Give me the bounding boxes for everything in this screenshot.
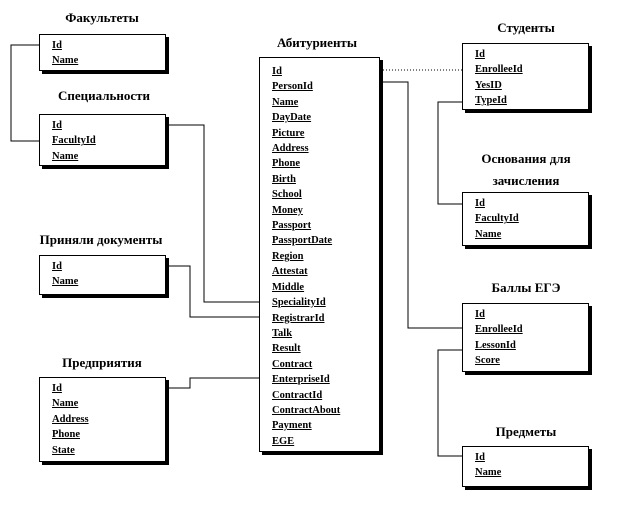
enterprises-table xyxy=(39,377,166,462)
enterprises-field-address: Address xyxy=(52,413,89,425)
faculties-field-name: Name xyxy=(52,55,79,67)
subjects-title: Предметы xyxy=(495,424,557,439)
applicants-field-personid: PersonId xyxy=(272,81,313,93)
applicants-field-region: Region xyxy=(272,250,304,262)
applicants-field-ege: EGE xyxy=(272,435,295,447)
students-field-typeid: TypeId xyxy=(475,95,507,107)
applicants-field-passport: Passport xyxy=(272,220,312,232)
applicants-title: Абитуриенты xyxy=(277,35,357,50)
subjects-field-name: Name xyxy=(475,467,502,479)
applicants-field-contractabout: ContractAbout xyxy=(272,404,341,416)
link-ege-subjects xyxy=(438,350,462,456)
ege-scores-field-score: Score xyxy=(475,355,500,367)
ege-scores-field-lessonid: LessonId xyxy=(475,339,516,351)
specialities-field-facultyid: FacultyId xyxy=(52,135,96,147)
applicants-field-result: Result xyxy=(272,343,301,355)
ege-scores-table xyxy=(462,303,589,372)
applicants-field-id: Id xyxy=(272,66,282,77)
applicants-field-registrarid: RegistrarId xyxy=(272,312,325,324)
subjects-field-id: Id xyxy=(475,452,485,463)
applicants-table xyxy=(259,57,380,452)
applicants-field-contract: Contract xyxy=(272,358,313,370)
specialities-title: Специальности xyxy=(57,88,151,103)
received-documents-title: Приняли документы xyxy=(39,232,163,247)
link-applicants-ege xyxy=(380,82,462,328)
applicants-field-picture: Picture xyxy=(272,127,305,139)
enrollment-grounds-table xyxy=(462,192,589,246)
students-field-id: Id xyxy=(475,49,485,60)
applicants-field-phone: Phone xyxy=(272,158,301,170)
enrollment-grounds-field-id: Id xyxy=(475,198,485,209)
faculties-title: Факультеты xyxy=(65,10,139,25)
specialities-field-name: Name xyxy=(52,150,79,162)
link-faculties-specialities xyxy=(11,45,39,141)
applicants-field-birth: Birth xyxy=(272,173,296,185)
applicants-field-attestat: Attestat xyxy=(272,266,308,278)
link-documents-applicants xyxy=(166,266,266,317)
students-table xyxy=(462,43,589,110)
received-documents-field-id: Id xyxy=(52,261,62,272)
enrollment-grounds-title: Основания для зачисления xyxy=(481,151,571,188)
link-students-grounds xyxy=(438,102,462,204)
students-field-yesid: YesID xyxy=(475,79,502,91)
specialities-field-id: Id xyxy=(52,120,62,131)
faculties-field-id: Id xyxy=(52,40,62,51)
enterprises-title: Предприятия xyxy=(62,355,142,370)
link-specialities-applicants xyxy=(166,125,266,302)
applicants-field-passportdate: PassportDate xyxy=(272,235,333,247)
enterprises-field-name: Name xyxy=(52,398,79,410)
ege-scores-field-enrolleeid: EnrolleeId xyxy=(475,324,523,336)
applicants-field-payment: Payment xyxy=(272,420,312,432)
enrollment-grounds-field-name: Name xyxy=(475,228,502,240)
subjects-table xyxy=(462,446,589,487)
specialities-table xyxy=(39,114,166,166)
enterprises-field-phone: Phone xyxy=(52,429,81,441)
applicants-field-specialityid: SpecialityId xyxy=(272,297,326,309)
applicants-field-middle: Middle xyxy=(272,281,305,293)
students-field-enrolleeid: EnrolleeId xyxy=(475,64,523,76)
enrollment-grounds-field-facultyid: FacultyId xyxy=(475,213,519,225)
students-title: Студенты xyxy=(497,20,555,35)
applicants-field-money: Money xyxy=(272,204,303,216)
applicants-field-talk: Talk xyxy=(272,327,293,339)
received-documents-field-name: Name xyxy=(52,276,79,288)
ege-scores-field-id: Id xyxy=(475,309,485,320)
enterprises-field-id: Id xyxy=(52,383,62,394)
enterprises-field-state: State xyxy=(52,444,75,456)
applicants-field-name: Name xyxy=(272,96,299,108)
faculties-table xyxy=(39,34,166,71)
applicants-field-daydate: DayDate xyxy=(272,112,312,124)
link-enterprises-applicants xyxy=(166,378,266,388)
applicants-field-enterpriseid: EnterpriseId xyxy=(272,374,330,386)
applicants-field-school: School xyxy=(272,189,302,201)
applicants-field-address: Address xyxy=(272,143,309,155)
ege-scores-title: Баллы ЕГЭ xyxy=(491,280,561,295)
applicants-field-contractid: ContractId xyxy=(272,389,323,401)
received-documents-table xyxy=(39,255,166,295)
